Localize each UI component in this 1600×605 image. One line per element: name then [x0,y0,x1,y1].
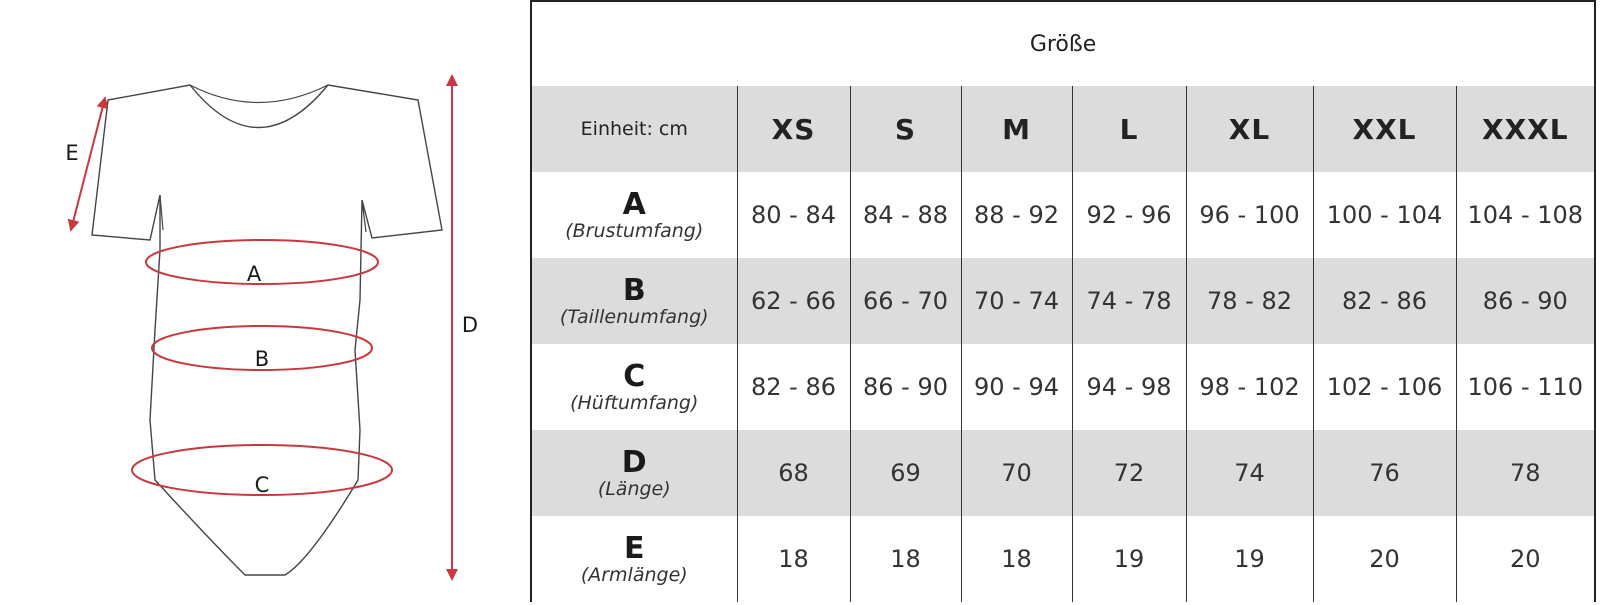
unit-label: Einheit: cm [580,118,688,140]
value-cell: 69 [850,430,961,516]
measurement-name: (Brustumfang) [565,220,704,243]
value-cell: 66 - 70 [850,258,961,344]
value-cell: 86 - 90 [850,344,961,430]
label-b: B [254,347,270,371]
size-header: S [850,86,961,172]
label-c: C [254,473,270,497]
measurement-letter: E [624,531,645,567]
value-cell: 90 - 94 [961,344,1072,430]
value-cell: 18 [961,516,1072,602]
value-cell: 78 - 82 [1186,258,1313,344]
table-row [531,430,1595,516]
size-header-row [531,86,1595,172]
value-cell: 106 - 110 [1456,344,1595,430]
value-cell: 76 [1313,430,1456,516]
value-cell: 98 - 102 [1186,344,1313,430]
bodysuit-diagram [0,0,520,605]
table-title-row [531,1,1595,86]
value-cell: 18 [737,516,850,602]
measurement-letter: A [622,187,646,223]
measurement-name: (Länge) [597,478,671,501]
table-title: Größe [531,1,1595,86]
value-cell: 19 [1072,516,1186,602]
measurement-name: (Hüftumfang) [570,392,699,415]
value-cell: 20 [1313,516,1456,602]
table-row [531,172,1595,258]
value-cell: 102 - 106 [1313,344,1456,430]
value-cell: 18 [850,516,961,602]
value-cell: 104 - 108 [1456,172,1595,258]
value-cell: 74 - 78 [1072,258,1186,344]
value-cell: 92 - 96 [1072,172,1186,258]
value-cell: 88 - 92 [961,172,1072,258]
size-header: XS [737,86,850,172]
measurement-label [531,516,737,602]
value-cell: 70 - 74 [961,258,1072,344]
value-cell: 68 [737,430,850,516]
value-cell: 80 - 84 [737,172,850,258]
measurement-letter: B [622,273,646,309]
value-cell: 74 [1186,430,1313,516]
measurement-name: (Armlänge) [580,564,688,587]
value-cell: 96 - 100 [1186,172,1313,258]
size-chart-table [530,0,1596,602]
bodysuit-neckline [190,85,328,103]
value-cell: 100 - 104 [1313,172,1456,258]
table-row [531,344,1595,430]
label-e: E [65,141,79,165]
measurement-label [531,344,737,430]
value-cell: 78 [1456,430,1595,516]
size-header: M [961,86,1072,172]
value-cell: 62 - 66 [737,258,850,344]
table-row [531,258,1595,344]
size-header: L [1072,86,1186,172]
value-cell: 86 - 90 [1456,258,1595,344]
value-cell: 70 [961,430,1072,516]
measurement-letter: D [621,445,647,481]
size-header: XXL [1313,86,1456,172]
value-cell: 72 [1072,430,1186,516]
table-row [531,516,1595,602]
value-cell: 20 [1456,516,1595,602]
measurement-name: (Taillenumfang) [559,306,709,329]
measurement-label [531,172,737,258]
value-cell: 94 - 98 [1072,344,1186,430]
value-cell: 82 - 86 [1313,258,1456,344]
measurement-label [531,430,737,516]
label-d: D [461,313,479,337]
measurement-label [531,258,737,344]
value-cell: 19 [1186,516,1313,602]
size-header: XL [1186,86,1313,172]
label-a: A [246,262,262,286]
bodysuit-outline [92,85,442,575]
size-header: XXXL [1456,86,1595,172]
measurement-letter: C [623,359,646,395]
value-cell: 84 - 88 [850,172,961,258]
bodysuit-illustration [0,0,520,605]
value-cell: 82 - 86 [737,344,850,430]
